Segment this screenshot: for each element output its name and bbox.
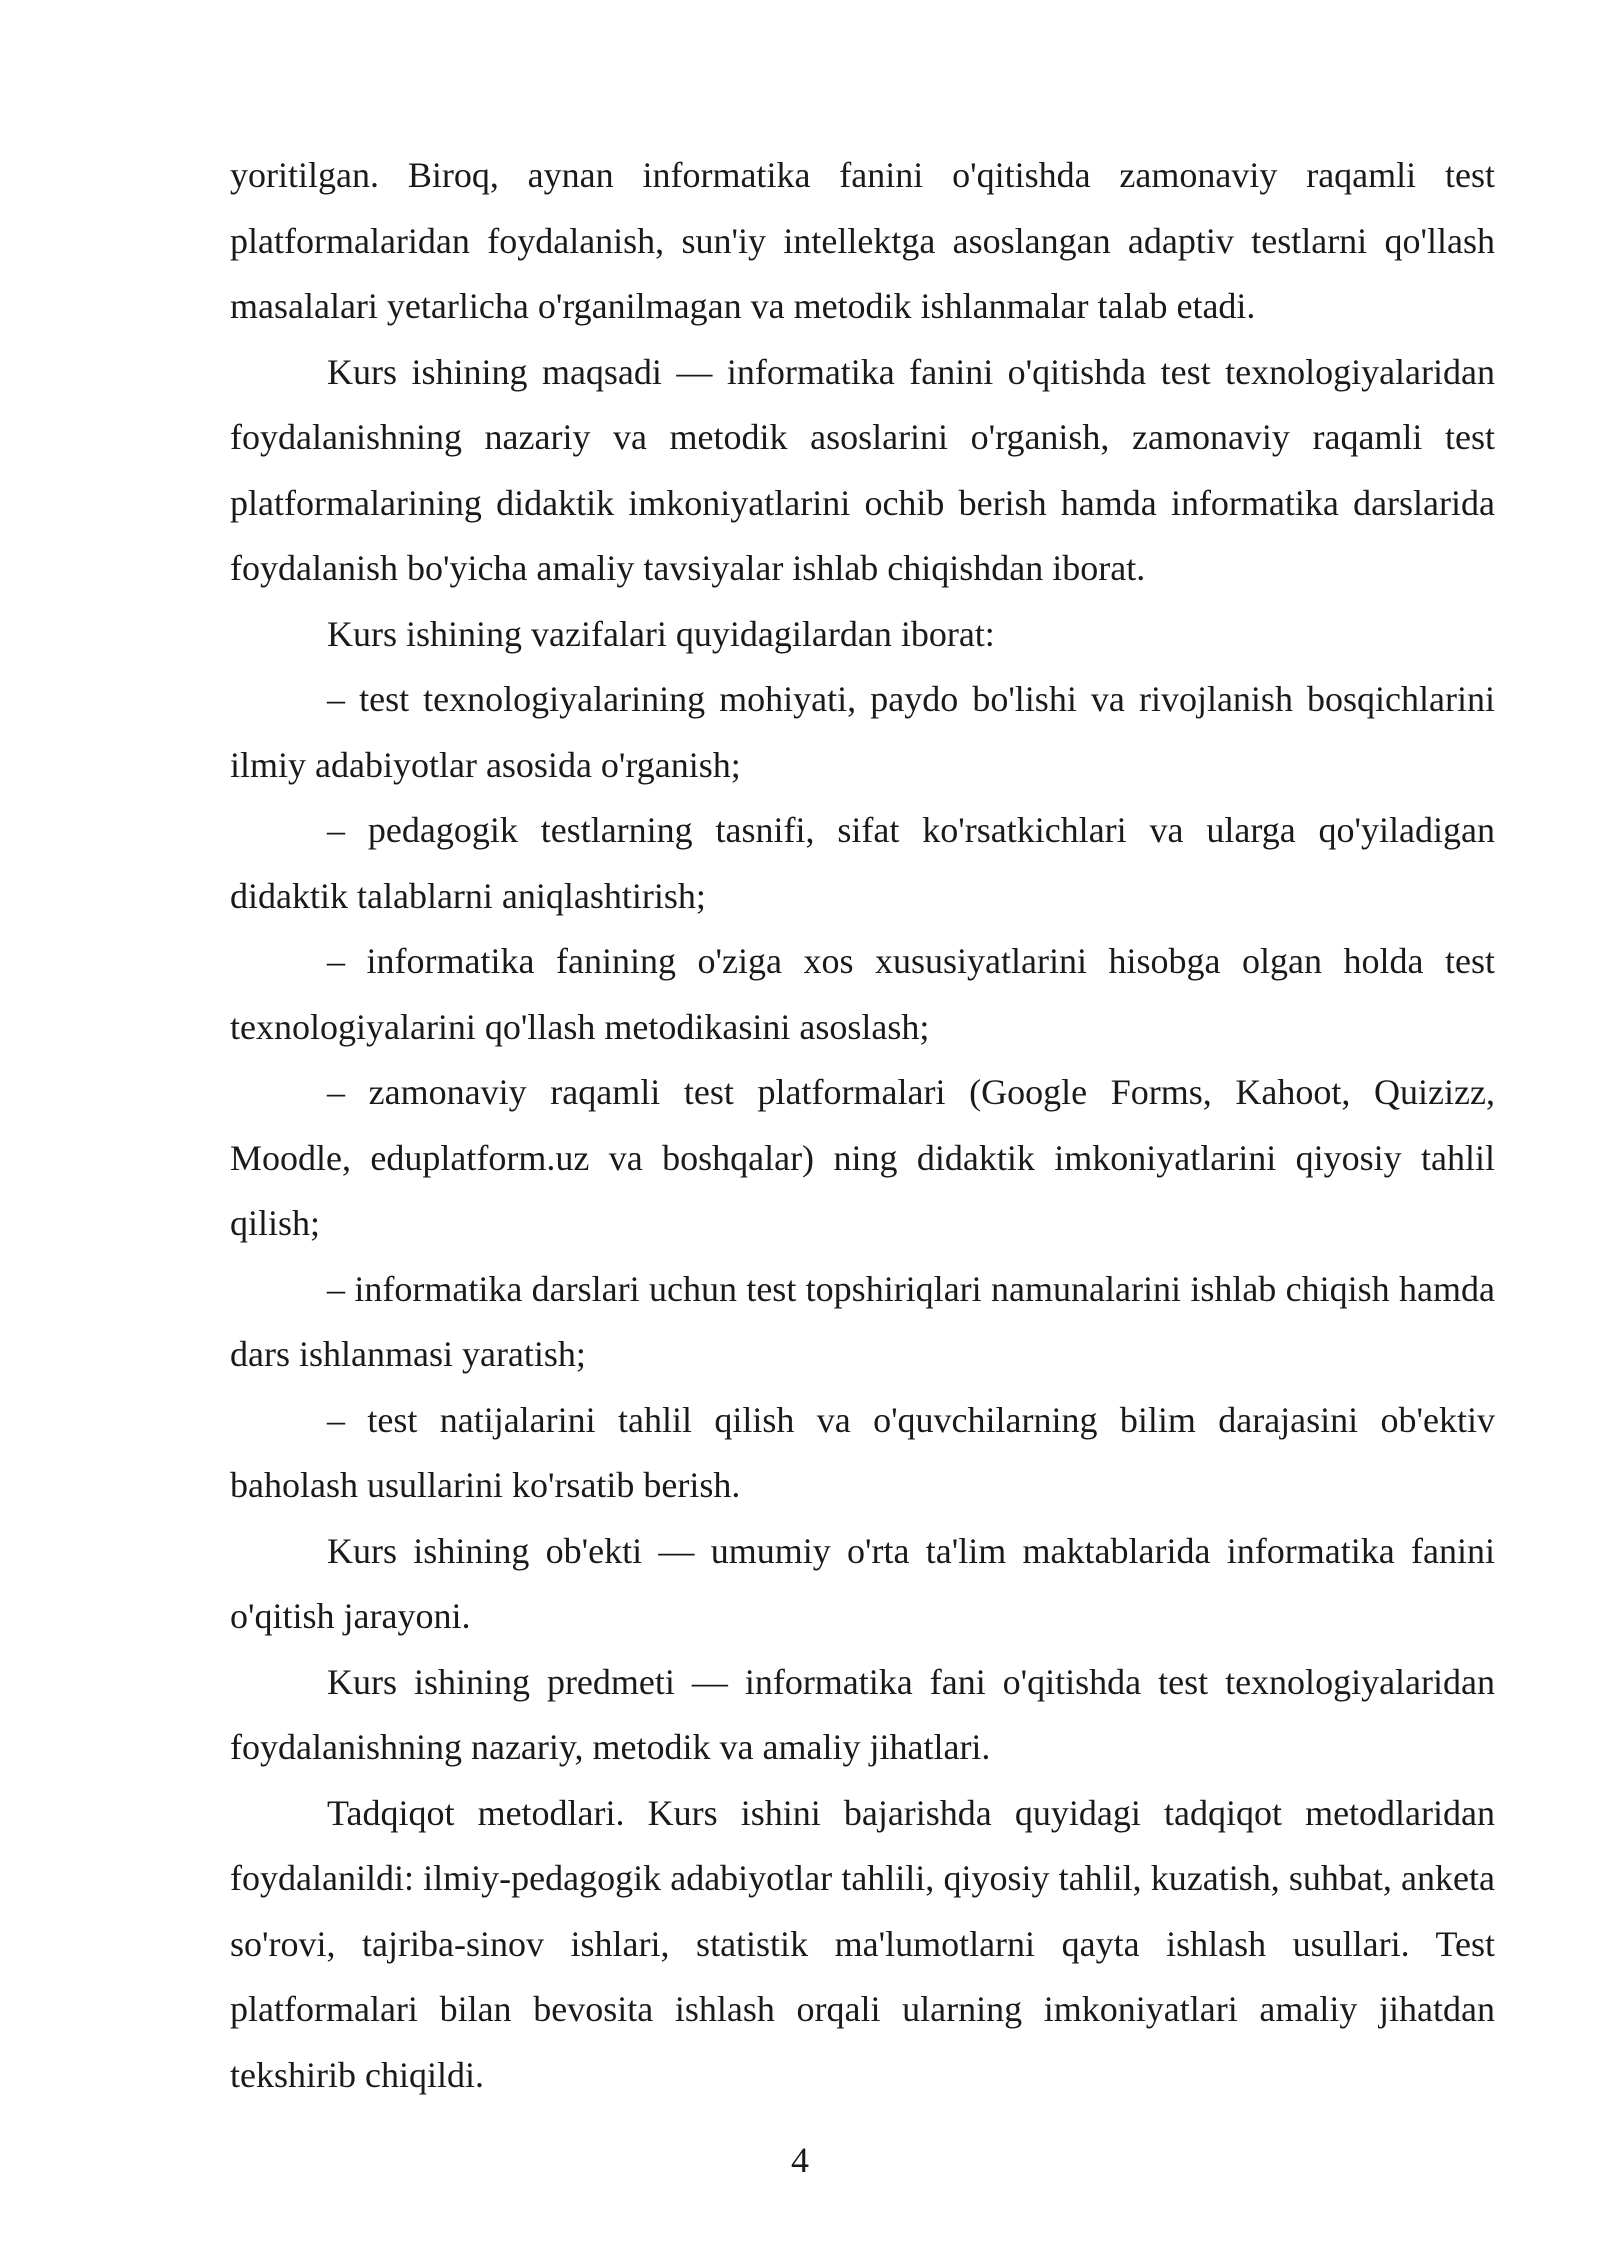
list-item-task-4: – zamonaviy raqamli test platformalari (Google Forms, Kahoot, Quizizz, Moodle, eduplatform.uz va boshqalar) ning didaktik imkoniyatlarini qiyosiy tahlil qilish;	[230, 1072, 1495, 1243]
list-item-task-1: – test texnologiyalarining mohiyati, paydo bo'lishi va rivojlanish bosqichlarini ilmiy adabiyotlar asosida o'rganish;	[230, 679, 1495, 785]
paragraph-goal: Kurs ishining maqsadi — informatika fanini o'qitishda test texnologiyalaridan foydalanishning nazariy va metodik asoslarini o'rganish, zamonaviy raqamli test platformalarining didaktik imkoniyatlarini ochib berish hamda informatika darslarida foydalanish bo'yicha amaliy tavsiyalar ishlab chiqishdan iborat.	[230, 351, 1495, 588]
paragraph-subject: Kurs ishining predmeti — informatika fani o'qitishda test texnologiyalaridan foydalanishning nazariy, metodik va amaliy jihatlari.	[230, 1661, 1495, 1767]
list-item-task-5: – informatika darslari uchun test topshiriqlari namunalarini ishlab chiqish hamda dars ishlanmasi yaratish;	[230, 1268, 1495, 1374]
paragraph-methods: Tadqiqot metodlari. Kurs ishini bajarishda quyidagi tadqiqot metodlaridan foydalanildi: ilmiy-pedagogik adabiyotlar tahlili, qiyosiy tahlil, kuzatish, suhbat, anketa so'rovi, tajriba-sinov ishlari, statistik ma'lumotlarni qayta ishlash usullari. Test platformalari bilan bevosita ishlash orqali ularning imkoniyatlari amaliy jihatdan tekshirib chiqildi.	[230, 1792, 1495, 2095]
list-item-task-2: – pedagogik testlarning tasnifi, sifat ko'rsatkichlari va ularga qo'yiladigan didaktik talablarni aniqlashtirish;	[230, 810, 1495, 916]
list-item-task-6: – test natijalarini tahlil qilish va o'quvchilarning bilim darajasini ob'ektiv baholash usullarini ko'rsatib berish.	[230, 1399, 1495, 1505]
list-item-task-3: – informatika fanining o'ziga xos xususiyatlarini hisobga olgan holda test texnologiyalarini qo'llash metodikasini asoslash;	[230, 941, 1495, 1047]
body-text	[230, 143, 1495, 2108]
paragraph-tasks-heading: Kurs ishining vazifalari quyidagilardan iborat:	[327, 613, 995, 654]
page-number: 4	[791, 2140, 809, 2180]
paragraph-object: Kurs ishining ob'ekti — umumiy o'rta ta'lim maktablarida informatika fanini o'qitish jarayoni.	[230, 1530, 1495, 1636]
paragraph-intro-continuation: yoritilgan. Biroq, aynan informatika fanini o'qitishda zamonaviy raqamli test platformalaridan foydalanish, sun'iy intellektga asoslangan adaptiv testlarni qo'llash masalalari yetarlicha o'rganilmagan va metodik ishlanmalar talab etadi.	[230, 155, 1495, 326]
